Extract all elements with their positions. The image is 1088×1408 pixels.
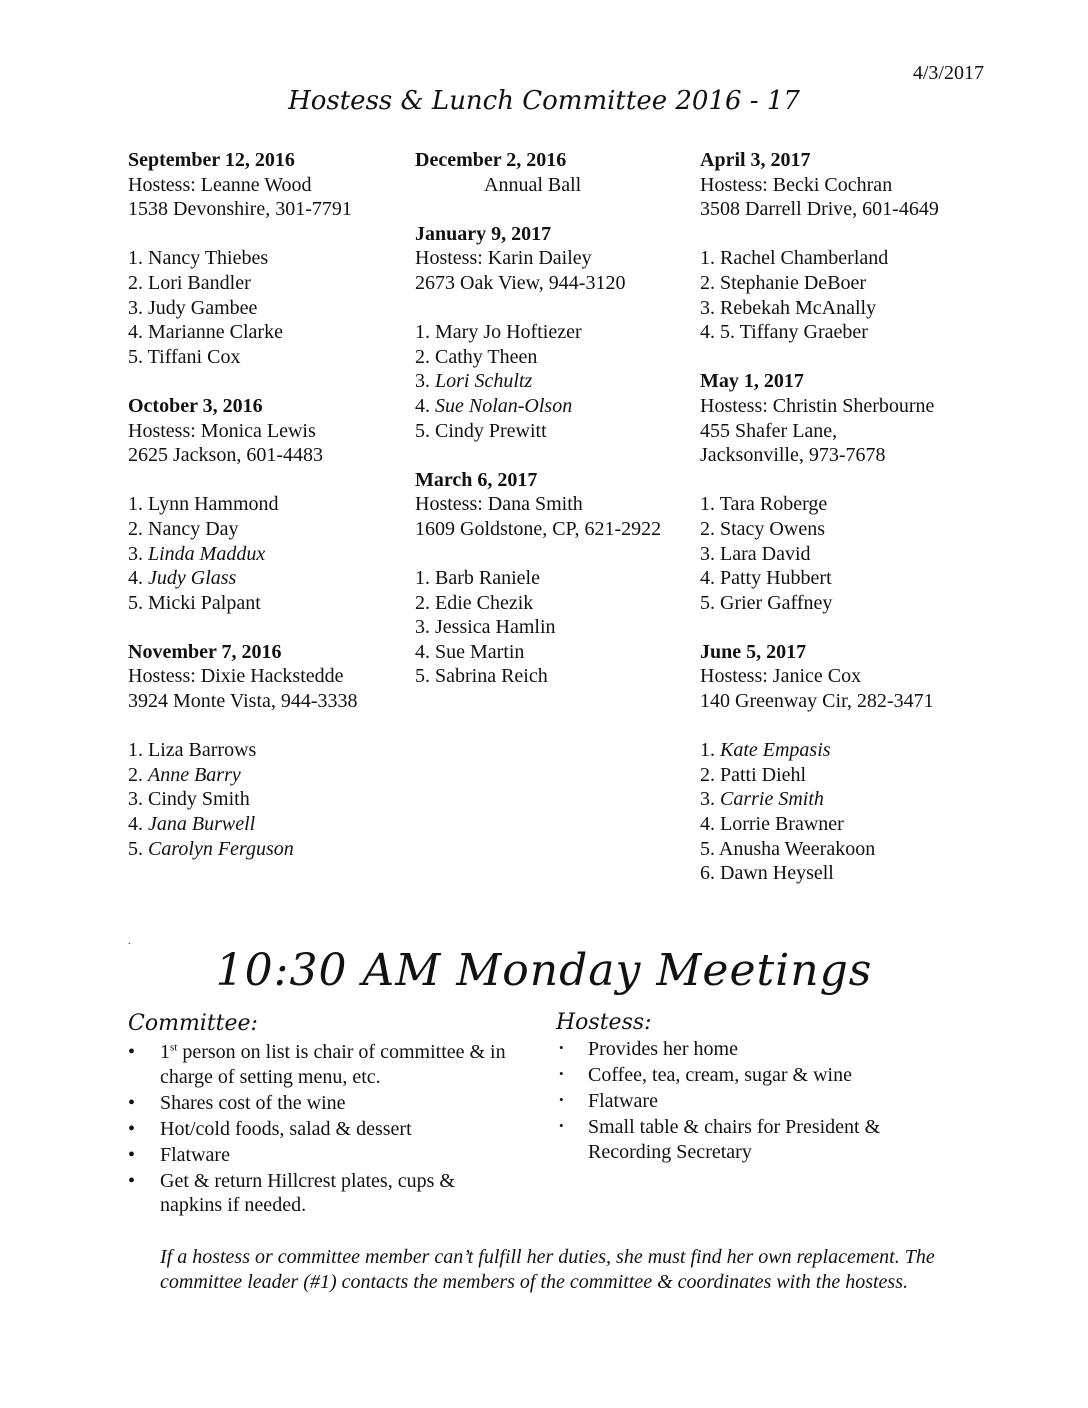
member-number: 2. (128, 763, 143, 786)
member-name: Stephanie DeBoer (720, 271, 867, 294)
member-number: 3. (700, 788, 715, 811)
member-number: 4. (415, 394, 430, 417)
committee-member (700, 320, 1000, 345)
member-number: 2. (700, 271, 715, 294)
hostess-name: Hostess: Karin Dailey (415, 247, 592, 270)
committee-member (128, 271, 408, 296)
committee-member (415, 394, 695, 419)
meeting-date: November 7, 2016 (128, 640, 282, 663)
meeting-date: October 3, 2016 (128, 394, 263, 417)
committee-member (128, 296, 408, 321)
member-number: 3. (128, 788, 143, 811)
document-date: 4/3/2017 (912, 62, 984, 84)
event-note: Annual Ball (484, 173, 582, 196)
member-name: Patty Hubbert (720, 567, 832, 590)
meeting-date: January 9, 2017 (415, 222, 552, 245)
member-number: 5. (415, 665, 430, 688)
committee-member (700, 271, 1000, 296)
committee-member (700, 542, 1000, 567)
hostess-address: 1538 Devonshire, 301-7791 (128, 198, 352, 221)
superscript-ordinal: st (170, 1041, 178, 1054)
committee-member (700, 296, 1000, 321)
member-name: Grier Gaffney (720, 591, 833, 614)
committee-member (415, 566, 695, 591)
committee-duty-text: Get & return Hillcrest plates, cups & napkins if needed. (160, 1169, 455, 1217)
hostess-name: Hostess: Janice Cox (700, 665, 862, 688)
committee-duty-text: person on list is chair of committee & in charge of setting menu, etc. (160, 1041, 506, 1088)
committee-member (700, 763, 1000, 788)
member-name: Cathy Theen (435, 345, 538, 368)
member-number: 4. (700, 321, 715, 344)
member-number: 5. (128, 591, 143, 614)
meeting-entry (700, 369, 1000, 615)
hostess-duty-item: • Flatware (556, 1089, 936, 1114)
superscript-number: 1 (160, 1041, 170, 1063)
committee-member (128, 566, 408, 591)
schedule-column-2 (415, 148, 695, 714)
member-name: Lorrie Brawner (720, 813, 844, 836)
committee-member (415, 369, 695, 394)
member-name: Rebekah McAnally (720, 296, 877, 319)
meeting-date: December 2, 2016 (415, 149, 567, 171)
committee-member (415, 345, 695, 370)
committee-duty-item (128, 1040, 508, 1089)
schedule-column-1 (128, 148, 408, 886)
committee-member (128, 517, 408, 542)
committee-list (128, 492, 408, 615)
hostess-duty-item: • Provides her home (556, 1037, 936, 1062)
member-name: Rachel Chamberland (720, 247, 889, 270)
member-number: 4. (700, 567, 715, 590)
committee-member (700, 246, 1000, 271)
committee-heading: Committee: (128, 1011, 258, 1036)
meeting-entry (700, 148, 1000, 345)
member-name: Stacy Owens (720, 517, 825, 540)
hostess-address: 2625 Jackson, 601-4483 (128, 444, 323, 467)
member-name: Anne Barry (148, 763, 241, 786)
committee-member (700, 566, 1000, 591)
committee-member (700, 812, 1000, 837)
member-name: Sue Nolan-Olson (435, 394, 573, 417)
committee-member (128, 320, 408, 345)
member-number: 4. (415, 640, 430, 663)
hostess-duty-item: • Small table & chairs for President & Recording Secretary (556, 1115, 936, 1164)
member-name: Jessica Hamlin (435, 616, 556, 639)
member-number: 1. (128, 739, 143, 762)
committee-member (128, 812, 408, 837)
member-number: 3. (700, 296, 715, 319)
meeting-entry (700, 640, 1000, 886)
member-number: 1. (415, 321, 430, 344)
meeting-entry (415, 148, 695, 197)
committee-member (415, 664, 695, 689)
hostess-name: Hostess: Becki Cochran (700, 173, 893, 196)
meeting-date: May 1, 2017 (700, 370, 804, 393)
meeting-date: June 5, 2017 (700, 640, 807, 663)
member-name: Lara David (720, 542, 811, 565)
hostess-address: 3508 Darrell Drive, 601-4649 (700, 198, 939, 221)
committee-member (415, 320, 695, 345)
member-number: 1. (128, 493, 143, 516)
committee-duty-item (128, 1091, 508, 1116)
member-number: 5. (128, 345, 143, 368)
member-number: 3. (415, 616, 430, 639)
committee-duty-text: Hot/cold foods, salad & dessert (160, 1117, 412, 1140)
committee-duty-item (128, 1169, 508, 1218)
committee-member (128, 837, 408, 862)
hostess-address: 3924 Monte Vista, 944-3338 (128, 690, 358, 713)
schedule-column-3 (700, 148, 1000, 910)
member-number: 2. (700, 517, 715, 540)
member-number: 5. (700, 837, 715, 860)
member-name: Dawn Heysell (720, 862, 834, 885)
member-name: Linda Maddux (148, 542, 266, 565)
replacement-note: If a hostess or committee member can’t fulfill her duties, she must find her own replacement. The committee leader (#1) contacts the members of the committee & coordinates with the hostess. (160, 1246, 935, 1293)
committee-list (415, 320, 695, 443)
committee-member (700, 787, 1000, 812)
member-name: Tiffani Cox (147, 345, 241, 368)
committee-duty-item (128, 1117, 508, 1142)
hostess-name: Hostess: Dana Smith (415, 493, 583, 516)
meeting-entry (415, 222, 695, 443)
committee-member (128, 246, 408, 271)
committee-member (700, 837, 1000, 862)
member-number: 4. (128, 813, 143, 836)
hostess-address: 455 Shafer Lane, (700, 419, 838, 442)
committee-member (128, 763, 408, 788)
member-name: Liza Barrows (148, 739, 257, 762)
member-name: Patti Diehl (720, 763, 807, 786)
committee-duty-text: Shares cost of the wine (160, 1091, 346, 1114)
member-name: Judy Glass (148, 567, 237, 590)
hostess-name: Hostess: Dixie Hackstedde (128, 665, 344, 688)
committee-duty-text: Flatware (160, 1143, 230, 1166)
member-number: 3. (415, 370, 430, 393)
committee-member (128, 738, 408, 763)
member-number: 4. (128, 567, 143, 590)
page-title: Hostess & Lunch Committee 2016 - 17 (288, 86, 800, 116)
member-name: Sue Martin (435, 640, 525, 663)
member-number: 1. (415, 567, 430, 590)
member-name: Jana Burwell (148, 813, 256, 836)
member-number: 2. (700, 763, 715, 786)
meeting-entry (415, 468, 695, 689)
member-name: Cindy Smith (148, 788, 250, 811)
hostess-address: 2673 Oak View, 944-3120 (415, 271, 626, 294)
member-number: 3. (128, 542, 143, 565)
member-name: Micki Palpant (148, 591, 261, 614)
meeting-date: September 12, 2016 (128, 149, 295, 171)
hostess-duties-list (556, 1037, 936, 1166)
committee-member (128, 787, 408, 812)
member-name: Anusha Weerakoon (718, 837, 876, 860)
committee-member (128, 492, 408, 517)
member-name: Edie Chezik (435, 591, 534, 614)
member-name: Lynn Hammond (148, 493, 279, 516)
member-number: 3. (128, 296, 143, 319)
committee-member (128, 542, 408, 567)
stray-mark: . (128, 936, 131, 947)
committee-list (700, 738, 1000, 886)
member-number: 4. (128, 321, 143, 344)
member-number: 3. (700, 542, 715, 565)
member-number: 2. (128, 517, 143, 540)
member-name: Tara Roberge (719, 493, 828, 516)
committee-member (700, 738, 1000, 763)
meeting-entry (128, 148, 408, 369)
hostess-duty-item: • Coffee, tea, cream, sugar & wine (556, 1063, 936, 1088)
member-number: 5. (415, 419, 430, 442)
member-name: Sabrina Reich (435, 665, 548, 688)
committee-member (415, 591, 695, 616)
meeting-entry (128, 640, 408, 861)
member-name: Cindy Prewitt (435, 419, 547, 442)
member-number: 5. (128, 837, 143, 860)
member-name: Barb Raniele (435, 567, 540, 590)
member-name: Lori Schultz (435, 370, 533, 393)
hostess-name: Hostess: Christin Sherbourne (700, 394, 935, 417)
member-name: Marianne Clarke (148, 321, 283, 344)
committee-member (128, 345, 408, 370)
member-name: Mary Jo Hoftiezer (435, 321, 582, 344)
committee-member (700, 861, 1000, 886)
member-name: Carrie Smith (720, 788, 824, 811)
hostess-name: Hostess: Leanne Wood (128, 173, 312, 196)
meeting-date: March 6, 2017 (415, 468, 538, 491)
member-name: Kate Empasis (720, 739, 831, 762)
committee-member (700, 591, 1000, 616)
member-number: 6. (700, 862, 715, 885)
committee-member (415, 615, 695, 640)
member-number: 4. (700, 813, 715, 836)
committee-list (128, 738, 408, 861)
member-number: 1. (700, 739, 715, 762)
member-number: 5. (700, 591, 715, 614)
meeting-entry (128, 394, 408, 615)
committee-list (700, 492, 1000, 615)
hostess-name: Hostess: Monica Lewis (128, 419, 316, 442)
member-name: Judy Gambee (148, 296, 258, 319)
committee-duty-item (128, 1143, 508, 1168)
meetings-heading: 10:30 AM Monday Meetings (215, 945, 873, 996)
member-name: Nancy Thiebes (148, 247, 269, 270)
member-name: 5. Tiffany Graeber (720, 321, 868, 344)
committee-duties-list (128, 1040, 508, 1219)
committee-list (700, 246, 1000, 344)
member-number: 2. (415, 345, 430, 368)
hostess-heading: Hostess: (556, 1010, 652, 1035)
member-number: 1. (700, 493, 715, 516)
member-number: 2. (128, 271, 143, 294)
member-number: 1. (128, 247, 143, 270)
committee-member (700, 492, 1000, 517)
member-name: Carolyn Ferguson (148, 837, 294, 860)
member-name: Lori Bandler (148, 271, 251, 294)
hostess-address: 140 Greenway Cir, 282-3471 (700, 690, 934, 713)
committee-list (415, 566, 695, 689)
committee-member (415, 640, 695, 665)
meeting-date: April 3, 2017 (700, 149, 811, 171)
committee-member (128, 591, 408, 616)
committee-member (415, 419, 695, 444)
member-number: 2. (415, 591, 430, 614)
hostess-address: Jacksonville, 973-7678 (700, 444, 886, 467)
member-name: Nancy Day (148, 517, 239, 540)
hostess-address: 1609 Goldstone, CP, 621-2922 (415, 517, 662, 540)
committee-member (700, 517, 1000, 542)
committee-list (128, 246, 408, 369)
member-number: 1. (700, 247, 715, 270)
